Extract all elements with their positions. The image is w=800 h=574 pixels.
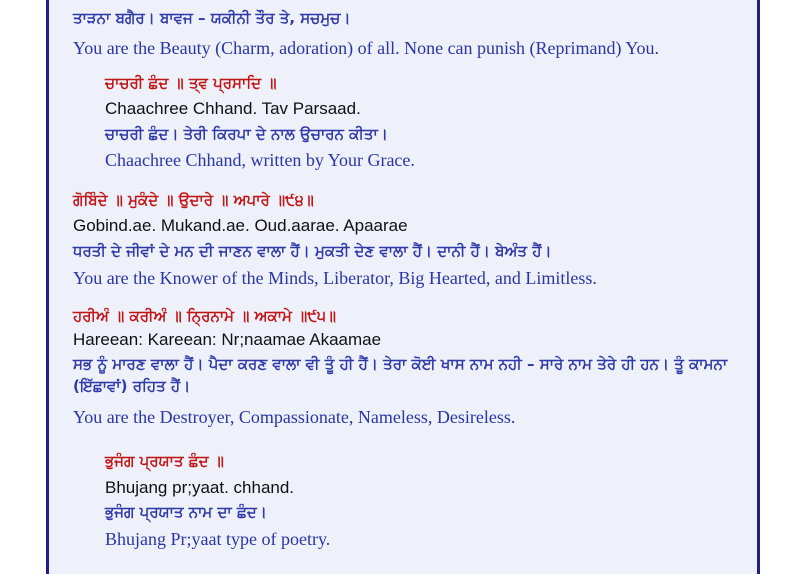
verse-block-bhujang bbox=[73, 450, 330, 551]
verse-block-chaachree bbox=[73, 72, 415, 172]
verse-block-95 bbox=[73, 305, 733, 429]
transliteration: Hareean: Kareean: Nr;naamae Akaamae bbox=[73, 330, 382, 349]
punjabi-meaning: ਧਰਤੀ ਦੇ ਜੀਵਾਂ ਦੇ ਮਨ ਦੀ ਜਾਣਨ ਵਾਲਾ ਹੈਂ। ਮੁਕਤੀ ਦੇਣ ਵਾਲਾ ਹੈਂ। ਦਾਨੀ ਹੈਂ। ਬੇਅੰਤ ਹੈਂ। bbox=[73, 242, 552, 260]
transliteration: Bhujang pr;yaat. chhand. bbox=[105, 478, 295, 497]
english-translation: Chaachree Chhand, written by Your Grace. bbox=[105, 150, 415, 170]
english-translation: Bhujang Pr;yaat type of poetry. bbox=[105, 529, 331, 549]
punjabi-meaning: ਭੁਜੰਗ ਪ੍ਰਯਾਤ ਨਾਮ ਦਾ ਛੰਦ। bbox=[105, 503, 267, 521]
verse-heading: ਚਾਚਰੀ ਛੰਦ ॥ ਤ੍ਵ ਪ੍ਰਸਾਦਿ ॥ bbox=[105, 74, 277, 92]
english-translation: You are the Destroyer, Compassionate, Nameless, Desireless. bbox=[73, 407, 516, 427]
punjabi-meaning: ਸਭ ਨੂੰ ਮਾਰਣ ਵਾਲਾ ਹੈਂ। ਪੈਦਾ ਕਰਣ ਵਾਲਾ ਵੀ ਤੂੰ ਹੀ ਹੈਂ। ਤੇਰਾ ਕੋਈ ਖਾਸ ਨਾਮ ਨਹੀ – ਸਾਰੇ ਨਾਮ ਤੇਰੇ ਹੀ ਹਨ। ਤੂੰ ਕਾਮਨਾ (ਇੱਛਾਵਾਂ) ਰਹਿਤ ਹੈਂ। bbox=[73, 355, 728, 395]
top-fragment bbox=[73, 7, 659, 60]
transliteration: Chaachree Chhand. Tav Parsaad. bbox=[105, 99, 361, 118]
english-translation: You are the Knower of the Minds, Liberator, Big Hearted, and Limitless. bbox=[73, 268, 597, 288]
verse-block-94 bbox=[73, 189, 597, 290]
punjabi-meaning-line: ਤਾੜਨਾ ਬਗੈਰ। ਬਾਵਜ – ਯਕੀਨੀ ਤੌਰ ਤੇ, ਸਚਮੁਚ। bbox=[73, 9, 351, 27]
verse-heading: ਭੁਜੰਗ ਪ੍ਰਯਾਤ ਛੰਦ ॥ bbox=[105, 452, 224, 470]
english-translation: You are the Beauty (Charm, adoration) of all. None can punish (Reprimand) You. bbox=[73, 38, 660, 58]
verse-heading: ਹਰੀਅੰ ॥ ਕਰੀਅੰ ॥ ਨ੍ਰਿਨਾਮੇ ॥ ਅਕਾਮੇ ॥੯੫॥ bbox=[73, 307, 336, 325]
transliteration: Gobind.ae. Mukand.ae. Oud.aarae. Apaarae bbox=[73, 216, 408, 235]
punjabi-meaning: ਚਾਚਰੀ ਛੰਦ। ਤੇਰੀ ਕਿਰਪਾ ਦੇ ਨਾਲ ਉਚਾਰਨ ਕੀਤਾ। bbox=[105, 125, 388, 143]
verse-heading: ਗੋਬਿੰਦੇ ॥ ਮੁਕੰਦੇ ॥ ਉਦਾਰੇ ॥ ਅਪਾਰੇ ॥੯੪॥ bbox=[73, 191, 314, 209]
